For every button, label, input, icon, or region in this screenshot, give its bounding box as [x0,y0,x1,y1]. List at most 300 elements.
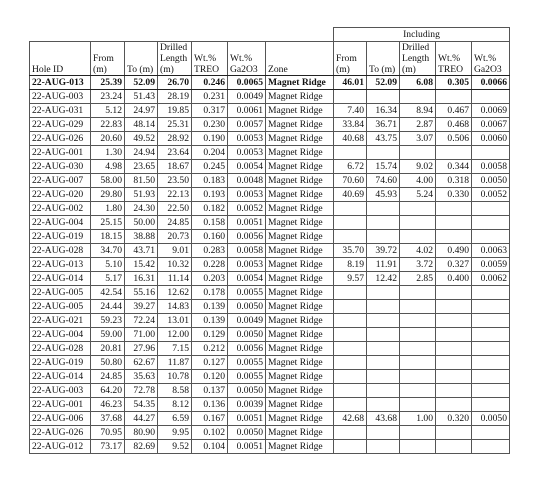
inc-length-cell [400,216,436,230]
zone-cell: Magnet Ridge [266,328,334,342]
ga2o3-cell: 0.0049 [228,90,266,104]
treo-cell: 0.127 [192,356,228,370]
inc-ga2o3-cell [472,90,510,104]
inc-from-cell [334,342,367,356]
treo-cell: 0.160 [192,230,228,244]
zone-cell: Magnet Ridge [266,426,334,440]
table-row [30,146,510,160]
zone-cell: Magnet Ridge [266,160,334,174]
col-inc-treo: Wt.% TREO [436,42,472,76]
inc-to-cell [367,202,400,216]
inc-treo-cell [436,328,472,342]
length-cell: 26.70 [158,76,192,90]
hole-id-cell: 22-AUG-012 [30,440,91,454]
col-inc-ga2o3: Wt.% Ga2O3 [472,42,510,76]
inc-treo-cell: 0.506 [436,132,472,146]
inc-from-cell: 42.68 [334,412,367,426]
hole-id-cell: 22-AUG-030 [30,160,91,174]
treo-cell: 0.104 [192,440,228,454]
zone-cell: Magnet Ridge [266,76,334,90]
zone-cell: Magnet Ridge [266,342,334,356]
treo-cell: 0.204 [192,146,228,160]
inc-to-cell [367,146,400,160]
from-cell: 18.15 [91,230,125,244]
table-row [30,188,510,202]
zone-cell: Magnet Ridge [266,356,334,370]
to-cell: 43.71 [125,244,158,258]
inc-from-cell [334,90,367,104]
inc-ga2o3-cell [472,286,510,300]
to-cell: 54.35 [125,398,158,412]
inc-ga2o3-cell [472,440,510,454]
ga2o3-cell: 0.0052 [228,202,266,216]
zone-cell: Magnet Ridge [266,384,334,398]
table-row [30,328,510,342]
inc-to-cell: 36.71 [367,118,400,132]
inc-treo-cell: 0.330 [436,188,472,202]
inc-from-cell [334,216,367,230]
inc-treo-cell: 0.344 [436,160,472,174]
from-cell: 29.80 [91,188,125,202]
zone-cell: Magnet Ridge [266,230,334,244]
inc-from-cell: 9.57 [334,272,367,286]
to-cell: 51.43 [125,90,158,104]
zone-cell: Magnet Ridge [266,132,334,146]
ga2o3-cell: 0.0056 [228,342,266,356]
inc-ga2o3-cell: 0.0050 [472,412,510,426]
from-cell: 37.68 [91,412,125,426]
zone-cell: Magnet Ridge [266,188,334,202]
inc-treo-cell: 0.318 [436,174,472,188]
inc-length-cell [400,370,436,384]
inc-ga2o3-cell: 0.0059 [472,258,510,272]
table-row [30,76,510,90]
inc-to-cell [367,398,400,412]
inc-ga2o3-cell: 0.0058 [472,160,510,174]
inc-to-cell: 43.68 [367,412,400,426]
length-cell: 23.64 [158,146,192,160]
inc-to-cell [367,342,400,356]
treo-cell: 0.120 [192,370,228,384]
from-cell: 24.44 [91,300,125,314]
inc-ga2o3-cell [472,398,510,412]
inc-ga2o3-cell [472,216,510,230]
col-from: From (m) [91,42,125,76]
from-cell: 58.00 [91,174,125,188]
ga2o3-cell: 0.0055 [228,286,266,300]
hole-id-cell: 22-AUG-002 [30,202,91,216]
inc-to-cell: 11.91 [367,258,400,272]
from-cell: 59.23 [91,314,125,328]
inc-treo-cell [436,426,472,440]
inc-ga2o3-cell: 0.0062 [472,272,510,286]
zone-cell: Magnet Ridge [266,146,334,160]
ga2o3-cell: 0.0057 [228,118,266,132]
zone-cell: Magnet Ridge [266,370,334,384]
to-cell: 49.52 [125,132,158,146]
table-row [30,90,510,104]
inc-ga2o3-cell [472,202,510,216]
inc-length-cell: 9.02 [400,160,436,174]
length-cell: 22.50 [158,202,192,216]
inc-length-cell: 6.08 [400,76,436,90]
from-cell: 64.20 [91,384,125,398]
length-cell: 23.50 [158,174,192,188]
hole-id-cell: 22-AUG-003 [30,90,91,104]
hole-id-cell: 22-AUG-019 [30,230,91,244]
inc-treo-cell [436,314,472,328]
to-cell: 72.24 [125,314,158,328]
treo-cell: 0.245 [192,160,228,174]
inc-treo-cell [436,286,472,300]
inc-from-cell [334,230,367,244]
hole-id-cell: 22-AUG-007 [30,174,91,188]
ga2o3-cell: 0.0055 [228,356,266,370]
treo-cell: 0.182 [192,202,228,216]
treo-cell: 0.137 [192,384,228,398]
ga2o3-cell: 0.0050 [228,426,266,440]
table-row [30,258,510,272]
from-cell: 5.17 [91,272,125,286]
to-cell: 24.30 [125,202,158,216]
inc-length-cell [400,328,436,342]
inc-from-cell: 40.68 [334,132,367,146]
from-cell: 5.12 [91,104,125,118]
to-cell: 50.00 [125,216,158,230]
inc-length-cell: 8.94 [400,104,436,118]
treo-cell: 0.178 [192,286,228,300]
inc-from-cell [334,398,367,412]
inc-to-cell [367,370,400,384]
treo-cell: 0.139 [192,300,228,314]
hole-id-cell: 22-AUG-005 [30,286,91,300]
inc-treo-cell [436,230,472,244]
inc-from-cell: 46.01 [334,76,367,90]
to-cell: 44.27 [125,412,158,426]
from-cell: 70.95 [91,426,125,440]
inc-from-cell: 33.84 [334,118,367,132]
treo-cell: 0.158 [192,216,228,230]
zone-cell: Magnet Ridge [266,440,334,454]
zone-cell: Magnet Ridge [266,244,334,258]
to-cell: 71.00 [125,328,158,342]
from-cell: 4.98 [91,160,125,174]
length-cell: 9.95 [158,426,192,440]
inc-to-cell: 74.60 [367,174,400,188]
length-cell: 6.59 [158,412,192,426]
including-group-label: Including [334,28,510,42]
inc-treo-cell: 0.468 [436,118,472,132]
table-row [30,118,510,132]
to-cell: 48.14 [125,118,158,132]
from-cell: 20.60 [91,132,125,146]
treo-cell: 0.228 [192,258,228,272]
inc-from-cell [334,440,367,454]
inc-length-cell [400,356,436,370]
treo-cell: 0.203 [192,272,228,286]
inc-to-cell: 45.93 [367,188,400,202]
inc-length-cell: 4.00 [400,174,436,188]
length-cell: 28.92 [158,132,192,146]
inc-to-cell [367,300,400,314]
inc-length-cell [400,342,436,356]
inc-length-cell [400,90,436,104]
length-cell: 14.83 [158,300,192,314]
zone-cell: Magnet Ridge [266,104,334,118]
inc-to-cell: 15.74 [367,160,400,174]
hole-id-cell: 22-AUG-021 [30,314,91,328]
inc-from-cell [334,384,367,398]
inc-treo-cell: 0.305 [436,76,472,90]
inc-length-cell [400,314,436,328]
table-row [30,300,510,314]
to-cell: 72.78 [125,384,158,398]
col-treo: Wt.% TREO [192,42,228,76]
zone-cell: Magnet Ridge [266,202,334,216]
inc-ga2o3-cell [472,426,510,440]
treo-cell: 0.102 [192,426,228,440]
table-row [30,216,510,230]
inc-treo-cell [436,384,472,398]
ga2o3-cell: 0.0050 [228,328,266,342]
length-cell: 28.19 [158,90,192,104]
col-ga2o3: Wt.% Ga2O3 [228,42,266,76]
inc-treo-cell [436,440,472,454]
table-row [30,370,510,384]
hole-id-cell: 22-AUG-004 [30,216,91,230]
hole-id-cell: 22-AUG-006 [30,412,91,426]
ga2o3-cell: 0.0061 [228,104,266,118]
inc-treo-cell [436,202,472,216]
ga2o3-cell: 0.0056 [228,230,266,244]
table-row [30,230,510,244]
zone-cell: Magnet Ridge [266,398,334,412]
length-cell: 19.85 [158,104,192,118]
ga2o3-cell: 0.0055 [228,370,266,384]
to-cell: 52.09 [125,76,158,90]
table-row [30,286,510,300]
inc-length-cell: 3.72 [400,258,436,272]
inc-treo-cell [436,356,472,370]
from-cell: 34.70 [91,244,125,258]
ga2o3-cell: 0.0053 [228,146,266,160]
inc-ga2o3-cell [472,314,510,328]
zone-cell: Magnet Ridge [266,286,334,300]
length-cell: 13.01 [158,314,192,328]
from-cell: 1.30 [91,146,125,160]
drill-results-table [29,27,510,454]
hole-id-cell: 22-AUG-020 [30,188,91,202]
hole-id-cell: 22-AUG-001 [30,146,91,160]
treo-cell: 0.167 [192,412,228,426]
inc-length-cell [400,202,436,216]
from-cell: 5.10 [91,258,125,272]
table-body [30,76,510,454]
hole-id-cell: 22-AUG-014 [30,272,91,286]
inc-ga2o3-cell [472,230,510,244]
table-row [30,160,510,174]
treo-cell: 0.129 [192,328,228,342]
inc-to-cell [367,314,400,328]
inc-ga2o3-cell: 0.0060 [472,132,510,146]
from-cell: 46.23 [91,398,125,412]
inc-length-cell [400,384,436,398]
inc-ga2o3-cell [472,384,510,398]
inc-from-cell: 40.69 [334,188,367,202]
hole-id-cell: 22-AUG-019 [30,356,91,370]
inc-to-cell [367,426,400,440]
inc-to-cell: 43.75 [367,132,400,146]
inc-ga2o3-cell: 0.0067 [472,118,510,132]
ga2o3-cell: 0.0054 [228,272,266,286]
ga2o3-cell: 0.0053 [228,188,266,202]
inc-treo-cell: 0.327 [436,258,472,272]
to-cell: 39.27 [125,300,158,314]
to-cell: 80.90 [125,426,158,440]
length-cell: 25.31 [158,118,192,132]
treo-cell: 0.193 [192,188,228,202]
col-inc-to: To (m) [367,42,400,76]
inc-to-cell [367,286,400,300]
to-cell: 27.96 [125,342,158,356]
to-cell: 82.69 [125,440,158,454]
hole-id-cell: 22-AUG-001 [30,398,91,412]
inc-length-cell: 4.02 [400,244,436,258]
from-cell: 23.24 [91,90,125,104]
inc-to-cell [367,328,400,342]
to-cell: 51.93 [125,188,158,202]
inc-treo-cell: 0.490 [436,244,472,258]
inc-treo-cell: 0.320 [436,412,472,426]
inc-from-cell: 7.40 [334,104,367,118]
inc-ga2o3-cell: 0.0066 [472,76,510,90]
col-inc-from: From (m) [334,42,367,76]
to-cell: 15.42 [125,258,158,272]
length-cell: 18.67 [158,160,192,174]
group-header-row [30,28,510,42]
length-cell: 9.01 [158,244,192,258]
ga2o3-cell: 0.0039 [228,398,266,412]
inc-length-cell [400,440,436,454]
hole-id-cell: 22-AUG-026 [30,426,91,440]
col-zone: Zone [266,42,334,76]
column-header-row [30,42,510,76]
col-hole-id: Hole ID [30,42,91,76]
col-length: Drilled Length (m) [158,42,192,76]
inc-length-cell: 3.07 [400,132,436,146]
table-row [30,398,510,412]
inc-length-cell [400,146,436,160]
zone-cell: Magnet Ridge [266,272,334,286]
inc-treo-cell: 0.400 [436,272,472,286]
ga2o3-cell: 0.0049 [228,314,266,328]
ga2o3-cell: 0.0065 [228,76,266,90]
to-cell: 81.50 [125,174,158,188]
hole-id-cell: 22-AUG-005 [30,300,91,314]
treo-cell: 0.283 [192,244,228,258]
inc-length-cell [400,230,436,244]
inc-from-cell [334,300,367,314]
from-cell: 24.85 [91,370,125,384]
inc-from-cell [334,356,367,370]
inc-length-cell [400,300,436,314]
from-cell: 73.17 [91,440,125,454]
zone-cell: Magnet Ridge [266,412,334,426]
zone-cell: Magnet Ridge [266,314,334,328]
ga2o3-cell: 0.0050 [228,384,266,398]
length-cell: 11.87 [158,356,192,370]
zone-cell: Magnet Ridge [266,216,334,230]
length-cell: 24.85 [158,216,192,230]
hole-id-cell: 22-AUG-003 [30,384,91,398]
from-cell: 25.39 [91,76,125,90]
inc-treo-cell [436,146,472,160]
to-cell: 62.67 [125,356,158,370]
inc-from-cell: 35.70 [334,244,367,258]
length-cell: 10.78 [158,370,192,384]
inc-ga2o3-cell: 0.0052 [472,188,510,202]
inc-to-cell [367,90,400,104]
zone-cell: Magnet Ridge [266,174,334,188]
length-cell: 8.58 [158,384,192,398]
inc-length-cell [400,426,436,440]
to-cell: 38.88 [125,230,158,244]
to-cell: 55.16 [125,286,158,300]
inc-treo-cell [436,342,472,356]
hole-id-cell: 22-AUG-013 [30,76,91,90]
table-row [30,384,510,398]
table-row [30,174,510,188]
ga2o3-cell: 0.0053 [228,132,266,146]
from-cell: 50.80 [91,356,125,370]
inc-to-cell: 12.42 [367,272,400,286]
length-cell: 8.12 [158,398,192,412]
hole-id-cell: 22-AUG-026 [30,132,91,146]
ga2o3-cell: 0.0050 [228,300,266,314]
table-row [30,104,510,118]
group-header-spacer [30,28,334,42]
inc-length-cell [400,286,436,300]
table-row [30,342,510,356]
ga2o3-cell: 0.0051 [228,440,266,454]
table-row [30,132,510,146]
inc-from-cell [334,328,367,342]
treo-cell: 0.183 [192,174,228,188]
col-inc-length: Drilled Length (m) [400,42,436,76]
from-cell: 20.81 [91,342,125,356]
inc-ga2o3-cell: 0.0050 [472,174,510,188]
inc-length-cell [400,398,436,412]
length-cell: 11.14 [158,272,192,286]
ga2o3-cell: 0.0053 [228,258,266,272]
table-row [30,426,510,440]
inc-ga2o3-cell [472,328,510,342]
inc-ga2o3-cell [472,342,510,356]
length-cell: 9.52 [158,440,192,454]
inc-length-cell: 1.00 [400,412,436,426]
inc-to-cell [367,384,400,398]
table-row [30,244,510,258]
inc-ga2o3-cell [472,370,510,384]
inc-treo-cell: 0.467 [436,104,472,118]
inc-ga2o3-cell [472,146,510,160]
inc-from-cell [334,146,367,160]
treo-cell: 0.246 [192,76,228,90]
ga2o3-cell: 0.0058 [228,244,266,258]
ga2o3-cell: 0.0051 [228,216,266,230]
col-to: To (m) [125,42,158,76]
inc-to-cell: 52.09 [367,76,400,90]
